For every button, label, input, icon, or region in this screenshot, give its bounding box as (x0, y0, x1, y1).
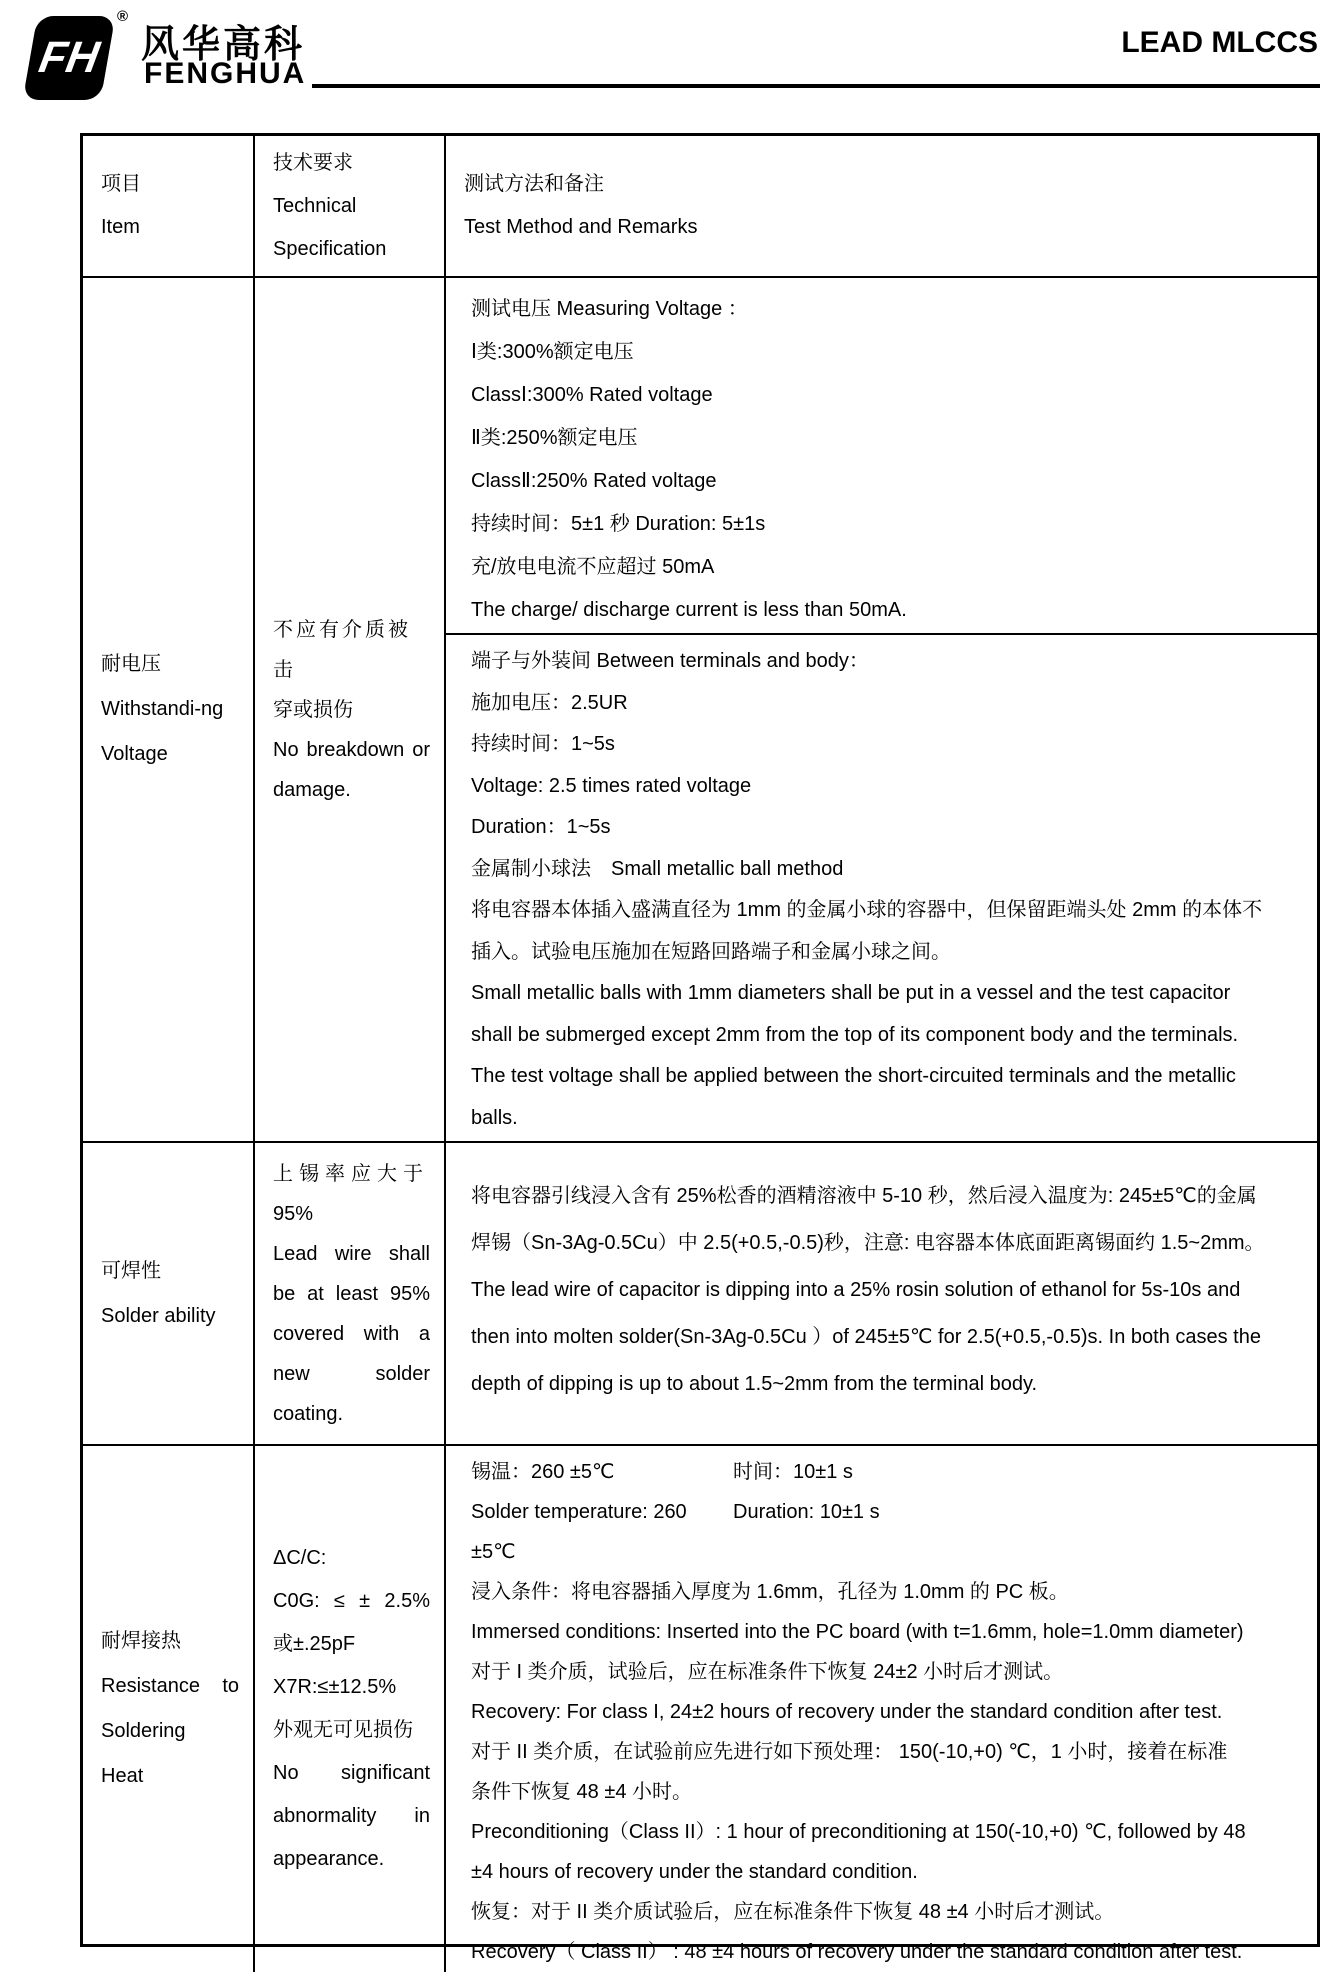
table-row-resistance-to-soldering-heat (83, 1444, 1317, 1963)
text-line: 不应有介质被击 (273, 618, 411, 681)
brand-name-english: FENGHUA (144, 57, 307, 90)
text-line: No breakdown or (273, 738, 430, 761)
text-line: new solder (273, 1362, 430, 1385)
method-block-soldering-heat (446, 1446, 1317, 1972)
method-cell-withstanding-voltage (444, 278, 1317, 1141)
table-row-solder-ability (83, 1141, 1317, 1444)
header-cell-item (83, 136, 253, 276)
table-row-withstanding-voltage (83, 276, 1317, 1141)
method-block-measuring-voltage (446, 278, 1317, 635)
logo-monogram: FH (35, 33, 103, 82)
text-line: appearance. (273, 1848, 385, 1870)
text-line: damage. (273, 778, 351, 801)
text-line: 条件下恢复 48 ±4 小时。 (471, 1781, 693, 1803)
header-cell-test-method (444, 136, 1317, 276)
text-line: 技术要求 (273, 151, 353, 174)
text-line: covered with a (273, 1322, 430, 1345)
text-line: Ⅰ类:300%额定电压 (471, 341, 634, 363)
text-line: Voltage (101, 743, 168, 765)
brand-name-chinese: 风华高科 (141, 24, 306, 66)
text-line: 外观无可见损伤 (273, 1719, 413, 1741)
method-cell-resistance-to-soldering-heat (444, 1446, 1317, 1972)
text-line: Specification (273, 237, 387, 260)
text-line: ClassⅠ:300% Rated voltage (471, 384, 713, 406)
text-line: 插入。试验电压施加在短路回路端子和金属小球之间。 (471, 940, 951, 963)
text-line: 焊锡（Sn-3Ag-0.5Cu）中 2.5(+0.5,-0.5)秒，注意: 电容器本体底面距离锡面约 1.5~2mm。 (471, 1232, 1265, 1254)
text-line: 可焊性 (101, 1259, 161, 1282)
text-line: 充/放电电流不应超过 50mA (471, 556, 715, 578)
spec-table (80, 133, 1320, 1963)
text-line: Resistance to (101, 1675, 239, 1697)
text-line: 穿或损伤 (273, 698, 353, 721)
text-line: 上锡率应大于 (273, 1162, 429, 1185)
text-line: Duration：1~5s (471, 816, 611, 838)
text-line: Immersed conditions: Inserted into the PC board (with t=1.6mm, hole=1.0mm diameter) (471, 1621, 1244, 1643)
text-line: coating. (273, 1402, 344, 1425)
text-line: Ⅱ类:250%额定电压 (471, 427, 638, 449)
text-segment-right: Duration: 10±1 s (733, 1501, 880, 1523)
text-line (471, 1452, 1305, 1492)
text-line: then into molten solder(Sn-3Ag-0.5Cu ）of 245±5℃ for 2.5(+0.5,-0.5)s. In both cases the (471, 1326, 1261, 1348)
registered-trademark-icon: ® (117, 8, 129, 25)
fenghua-logo-icon (23, 16, 116, 100)
text-line: 将电容器引线浸入含有 25%松香的酒精溶液中 5-10 秒，然后浸入温度为: 245±5℃的金属 (471, 1185, 1257, 1207)
text-line: shall be submerged except 2mm from the top of its component body and the terminals. (471, 1023, 1239, 1046)
spec-cell-withstanding-voltage (253, 278, 444, 1141)
text-line: 金属制小球法 Small metallic ball method (471, 857, 844, 880)
text-line: 95% (273, 1202, 314, 1225)
text-line: Preconditioning（Class II）: 1 hour of preconditioning at 150(-10,+0) ℃, followed by 48 (471, 1821, 1246, 1843)
text-segment-right: 时间：10±1 s (733, 1461, 853, 1483)
page-title: LEAD MLCCS (1121, 26, 1318, 59)
text-line: Item (101, 216, 140, 238)
text-line: ΔC/C: (273, 1547, 327, 1569)
text-line: balls. (471, 1106, 518, 1129)
text-line: Voltage: 2.5 times rated voltage (471, 774, 752, 797)
text-line: 测试电压 Measuring Voltage ： (471, 298, 748, 320)
text-line: Withstandi-ng (101, 698, 224, 720)
text-segment-left: 锡温：260 ±5℃ (471, 1461, 615, 1483)
text-line: X7R:≤±12.5% (273, 1676, 397, 1698)
text-line: 耐电压 (101, 653, 161, 675)
text-line: The lead wire of capacitor is dipping into a 25% rosin solution of ethanol for 5s-10s and (471, 1279, 1241, 1301)
text-line: 端子与外装间 Between terminals and body： (471, 650, 869, 672)
text-line: Solder ability (101, 1304, 216, 1327)
text-line: The test voltage shall be applied between the short-circuited terminals and the metallic (471, 1065, 1236, 1087)
text-line: Test Method and Remarks (464, 216, 698, 238)
text-line: The charge/ discharge current is less than 50mA. (471, 599, 907, 621)
text-line: No significant (273, 1762, 430, 1784)
method-cell-solder-ability (444, 1143, 1317, 1444)
item-cell-withstanding-voltage (83, 278, 253, 1141)
method-block-solder-ability (446, 1143, 1317, 1408)
spec-cell-solder-ability (253, 1143, 444, 1444)
text-line: 或±.25pF (273, 1633, 356, 1655)
table-header-row (83, 136, 1317, 276)
header-rule (312, 84, 1320, 88)
text-line: Soldering (101, 1720, 186, 1742)
text-line: Technical (273, 194, 357, 217)
text-line (471, 1492, 1305, 1572)
text-line: Recovery（ Class II） : 48 ±4 hours of recovery under the standard condition after test. (471, 1941, 1243, 1963)
text-line: Lead wire shall (273, 1242, 430, 1265)
text-line: abnormality in (273, 1805, 430, 1827)
text-line: 施加电压：2.5UR (471, 691, 628, 714)
text-line: 持续时间：5±1 秒 Duration: 5±1s (471, 513, 766, 535)
text-segment-left: Solder temperature: 260 ±5℃ (471, 1501, 687, 1563)
spec-cell-resistance-to-soldering-heat (253, 1446, 444, 1972)
text-line: C0G: ≤ ± 2.5% (273, 1590, 430, 1612)
text-line: 浸入条件：将电容器插入厚度为 1.6mm，孔径为 1.0mm 的 PC 板。 (471, 1581, 1069, 1603)
text-line: 持续时间：1~5s (471, 733, 615, 755)
text-line: Recovery: For class I, 24±2 hours of recovery under the standard condition after test. (471, 1701, 1223, 1723)
text-line: Heat (101, 1765, 144, 1787)
item-cell-solder-ability (83, 1143, 253, 1444)
text-line: depth of dipping is up to about 1.5~2mm from the terminal body. (471, 1373, 1038, 1395)
method-block-terminals-and-body (446, 635, 1317, 1141)
text-line: 测试方法和备注 (464, 173, 604, 195)
text-line: 项目 (101, 173, 141, 195)
text-line: be at least 95% (273, 1282, 430, 1305)
text-line: 对于 II 类介质，在试验前应先进行如下预处理： 150(-10,+0) ℃，1 小时，接着在标准 (471, 1741, 1228, 1763)
item-cell-resistance-to-soldering-heat (83, 1446, 253, 1972)
text-line: 恢复：对于 II 类介质试验后，应在标准条件下恢复 48 ±4 小时后才测试。 (471, 1901, 1115, 1923)
text-line: 对于 I 类介质，试验后，应在标准条件下恢复 24±2 小时后才测试。 (471, 1661, 1064, 1683)
text-line: ±4 hours of recovery under the standard condition. (471, 1861, 918, 1883)
text-line: ClassⅡ:250% Rated voltage (471, 470, 717, 492)
text-line: 耐焊接热 (101, 1630, 181, 1652)
text-line: 将电容器本体插入盛满直径为 1mm 的金属小球的容器中，但保留距端头处 2mm 的本体不 (471, 899, 1263, 921)
header-cell-technical-specification (253, 136, 444, 276)
text-line: Small metallic balls with 1mm diameters shall be put in a vessel and the test capacitor (471, 982, 1231, 1004)
